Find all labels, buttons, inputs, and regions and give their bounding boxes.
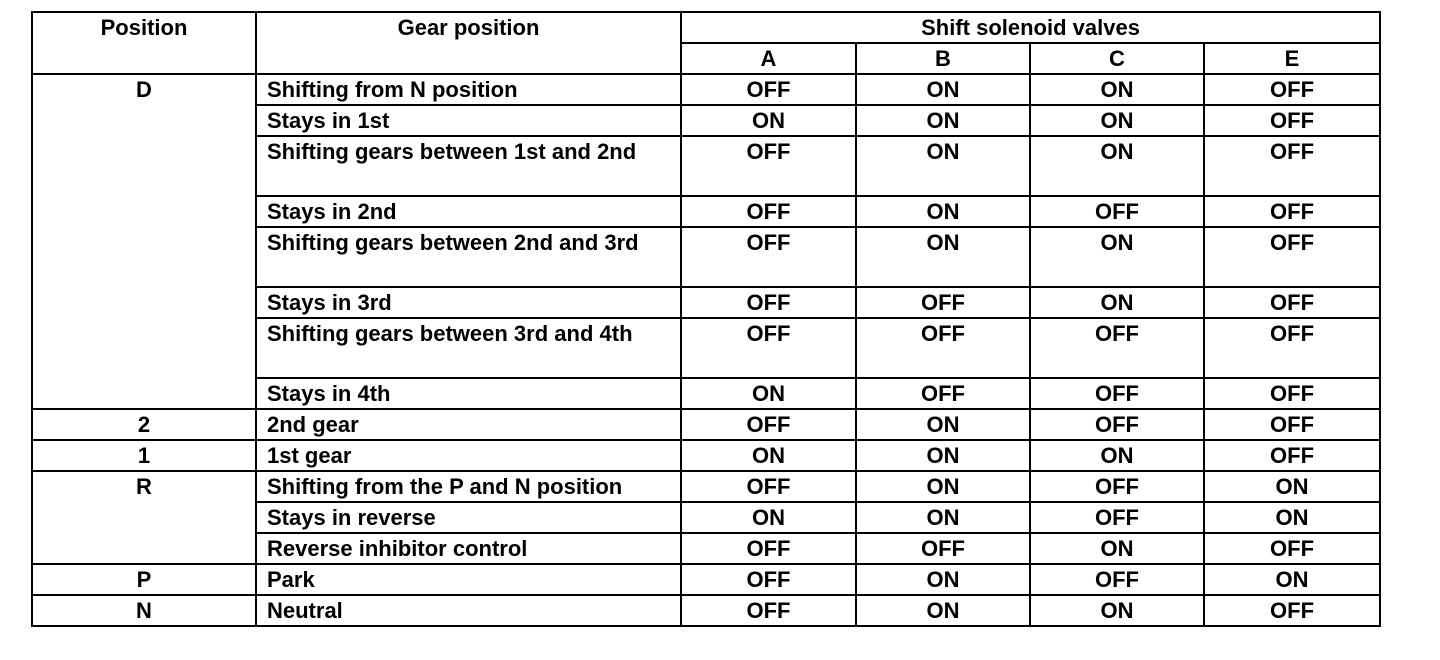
gear-cell: Stays in 3rd: [256, 287, 681, 318]
valve-c-cell: ON: [1030, 595, 1204, 626]
valve-b-cell: ON: [856, 196, 1030, 227]
valve-b-cell: ON: [856, 502, 1030, 533]
valve-c-cell: ON: [1030, 533, 1204, 564]
valve-c-cell: ON: [1030, 440, 1204, 471]
valve-a-cell: ON: [681, 502, 856, 533]
header-position: Position: [32, 12, 256, 74]
valve-a-cell: OFF: [681, 595, 856, 626]
gear-cell: Stays in 2nd: [256, 196, 681, 227]
header-valve-a: A: [681, 43, 856, 74]
header-valve-e: E: [1204, 43, 1380, 74]
valve-e-cell: OFF: [1204, 533, 1380, 564]
table-row: [32, 409, 1380, 440]
valve-e-cell: OFF: [1204, 136, 1380, 196]
valve-c-cell: ON: [1030, 74, 1204, 105]
position-cell: 2: [32, 409, 256, 440]
gear-cell: Park: [256, 564, 681, 595]
valve-b-cell: ON: [856, 105, 1030, 136]
position-cell: N: [32, 595, 256, 626]
header-valve-c: C: [1030, 43, 1204, 74]
valve-b-cell: OFF: [856, 318, 1030, 378]
valve-a-cell: OFF: [681, 533, 856, 564]
valve-a-cell: ON: [681, 105, 856, 136]
gear-cell: 1st gear: [256, 440, 681, 471]
valve-e-cell: OFF: [1204, 378, 1380, 409]
gear-cell: 2nd gear: [256, 409, 681, 440]
valve-c-cell: OFF: [1030, 378, 1204, 409]
valve-a-cell: OFF: [681, 409, 856, 440]
gear-cell: Stays in 1st: [256, 105, 681, 136]
valve-a-cell: OFF: [681, 318, 856, 378]
gear-cell: Neutral: [256, 595, 681, 626]
position-cell: P: [32, 564, 256, 595]
valve-a-cell: OFF: [681, 564, 856, 595]
valve-e-cell: OFF: [1204, 105, 1380, 136]
position-cell: D: [32, 74, 256, 409]
valve-b-cell: OFF: [856, 533, 1030, 564]
table-row: [32, 74, 1380, 105]
valve-c-cell: ON: [1030, 136, 1204, 196]
valve-c-cell: OFF: [1030, 409, 1204, 440]
position-cell: R: [32, 471, 256, 564]
valve-b-cell: ON: [856, 74, 1030, 105]
valve-e-cell: OFF: [1204, 440, 1380, 471]
table-row: [32, 440, 1380, 471]
gear-cell: Shifting gears between 3rd and 4th: [256, 318, 681, 378]
gear-cell: Shifting gears between 2nd and 3rd: [256, 227, 681, 287]
gear-cell: Stays in reverse: [256, 502, 681, 533]
valve-b-cell: ON: [856, 595, 1030, 626]
valve-a-cell: OFF: [681, 74, 856, 105]
valve-c-cell: ON: [1030, 105, 1204, 136]
valve-e-cell: OFF: [1204, 318, 1380, 378]
valve-b-cell: OFF: [856, 378, 1030, 409]
valve-a-cell: ON: [681, 378, 856, 409]
valve-b-cell: ON: [856, 564, 1030, 595]
valve-c-cell: ON: [1030, 287, 1204, 318]
valve-e-cell: ON: [1204, 471, 1380, 502]
valve-b-cell: ON: [856, 440, 1030, 471]
valve-e-cell: OFF: [1204, 74, 1380, 105]
header-shift-solenoid-valves: Shift solenoid valves: [681, 12, 1380, 43]
gear-cell: Stays in 4th: [256, 378, 681, 409]
valve-a-cell: ON: [681, 440, 856, 471]
valve-e-cell: ON: [1204, 564, 1380, 595]
valve-e-cell: OFF: [1204, 287, 1380, 318]
header-valve-b: B: [856, 43, 1030, 74]
valve-e-cell: OFF: [1204, 595, 1380, 626]
position-cell: 1: [32, 440, 256, 471]
gear-cell: Shifting from the P and N position: [256, 471, 681, 502]
valve-b-cell: ON: [856, 136, 1030, 196]
header-gear-position: Gear position: [256, 12, 681, 74]
valve-b-cell: ON: [856, 409, 1030, 440]
table-row: [32, 564, 1380, 595]
valve-e-cell: OFF: [1204, 196, 1380, 227]
table-row: [32, 471, 1380, 502]
valve-a-cell: OFF: [681, 287, 856, 318]
valve-a-cell: OFF: [681, 196, 856, 227]
valve-c-cell: OFF: [1030, 564, 1204, 595]
solenoid-valve-table: [31, 11, 1381, 627]
valve-b-cell: ON: [856, 471, 1030, 502]
valve-c-cell: OFF: [1030, 502, 1204, 533]
gear-cell: Reverse inhibitor control: [256, 533, 681, 564]
gear-cell: Shifting from N position: [256, 74, 681, 105]
valve-a-cell: OFF: [681, 136, 856, 196]
valve-a-cell: OFF: [681, 471, 856, 502]
gear-cell: Shifting gears between 1st and 2nd: [256, 136, 681, 196]
table-row: [32, 595, 1380, 626]
valve-b-cell: ON: [856, 227, 1030, 287]
valve-e-cell: OFF: [1204, 227, 1380, 287]
valve-b-cell: OFF: [856, 287, 1030, 318]
valve-a-cell: OFF: [681, 227, 856, 287]
valve-c-cell: ON: [1030, 227, 1204, 287]
valve-c-cell: OFF: [1030, 318, 1204, 378]
valve-c-cell: OFF: [1030, 471, 1204, 502]
valve-e-cell: OFF: [1204, 409, 1380, 440]
valve-c-cell: OFF: [1030, 196, 1204, 227]
valve-e-cell: ON: [1204, 502, 1380, 533]
